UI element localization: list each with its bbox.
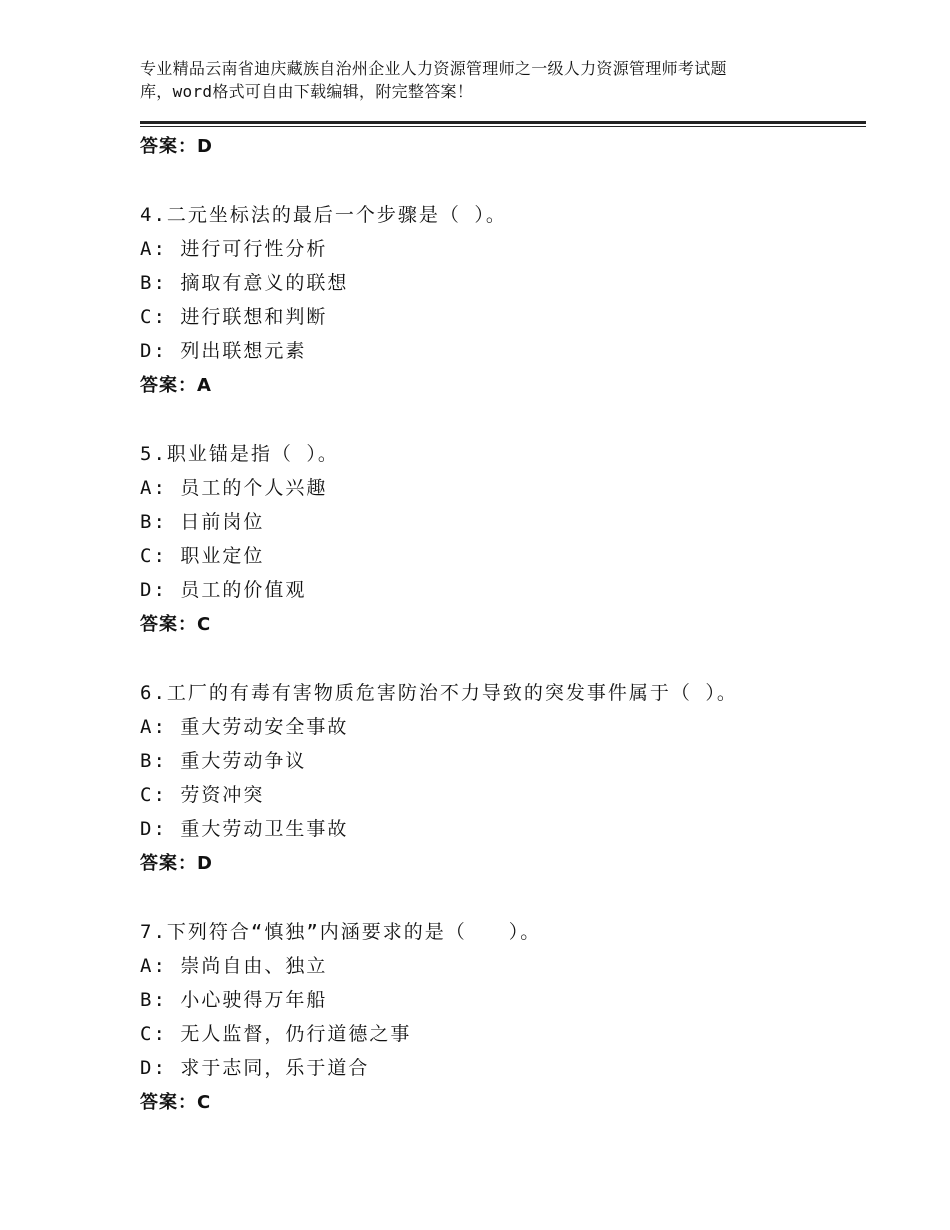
question-stem: 6.工厂的有毒有害物质危害防治不力导致的突发事件属于（ ）。 — [140, 682, 738, 704]
option-c: C: 进行联想和判断 — [140, 306, 328, 328]
option-b: B: 日前岗位 — [140, 511, 265, 533]
header-line-2: 库，word格式可自由下载编辑，附完整答案！ — [140, 82, 474, 101]
option-d: D: 员工的价值观 — [140, 579, 307, 601]
option-b: B: 小心驶得万年船 — [140, 989, 328, 1011]
previous-answer: 答案：D — [140, 136, 213, 157]
option-b: B: 摘取有意义的联想 — [140, 272, 349, 294]
option-d: D: 列出联想元素 — [140, 340, 307, 362]
option-a: A: 重大劳动安全事故 — [140, 716, 349, 738]
option-a: A: 崇尚自由、独立 — [140, 955, 328, 977]
question-stem: 7.下列符合“慎独”内涵要求的是（ ）。 — [140, 921, 542, 943]
option-a: A: 进行可行性分析 — [140, 238, 328, 260]
option-c: C: 无人监督，仍行道德之事 — [140, 1023, 412, 1045]
question-stem: 4.二元坐标法的最后一个步骤是（ ）。 — [140, 204, 507, 226]
option-d: D: 求于志同，乐于道合 — [140, 1057, 370, 1079]
document-header — [140, 57, 840, 103]
question-answer: 答案：C — [140, 614, 212, 635]
header-divider-thick — [140, 121, 866, 124]
option-d: D: 重大劳动卫生事故 — [140, 818, 349, 840]
option-c: C: 劳资冲突 — [140, 784, 265, 806]
question-answer: 答案：C — [140, 1092, 212, 1113]
header-line-1: 专业精品云南省迪庆藏族自治州企业人力资源管理师之一级人力资源管理师考试题 — [140, 59, 727, 78]
option-b: B: 重大劳动争议 — [140, 750, 307, 772]
question-answer: 答案：A — [140, 375, 212, 396]
question-answer: 答案：D — [140, 853, 213, 874]
option-a: A: 员工的个人兴趣 — [140, 477, 328, 499]
header-divider-thin — [140, 126, 866, 127]
option-c: C: 职业定位 — [140, 545, 265, 567]
question-stem: 5.职业锚是指（ ）。 — [140, 443, 339, 465]
